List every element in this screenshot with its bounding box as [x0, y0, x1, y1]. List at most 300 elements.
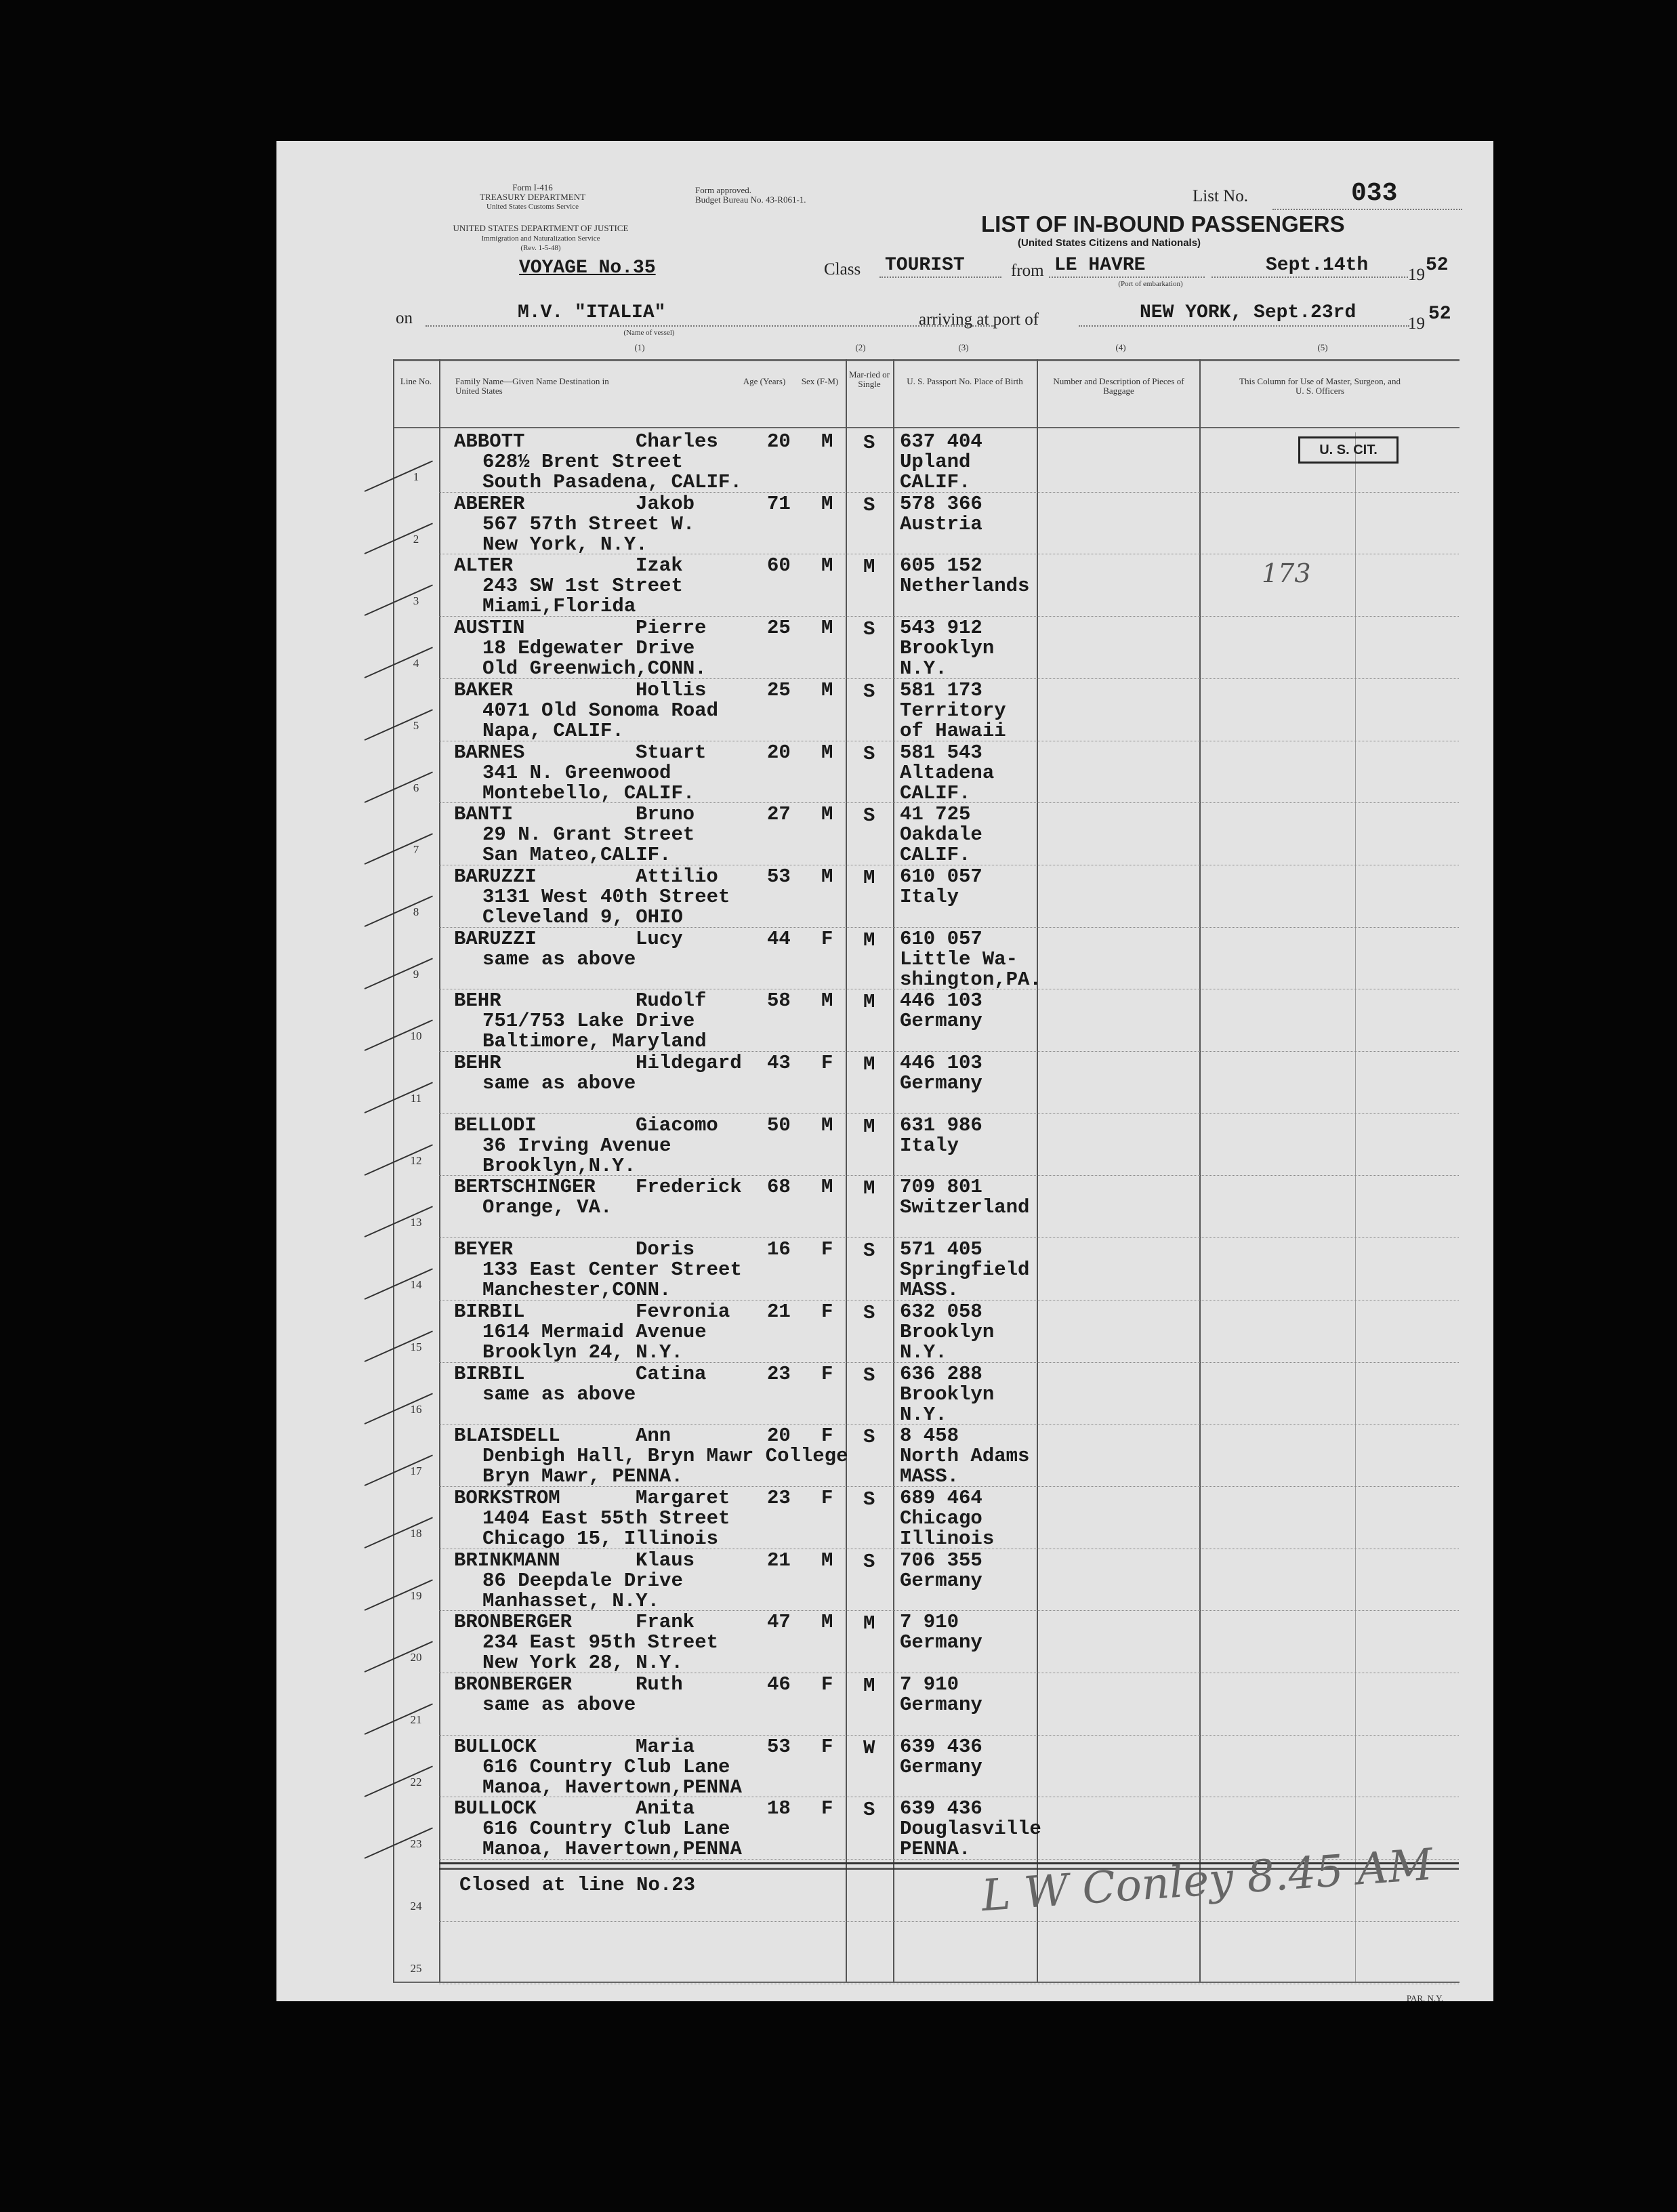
passenger-row	[276, 1052, 1493, 1115]
passenger-row	[276, 1115, 1493, 1177]
passenger-row	[276, 1301, 1493, 1364]
surname: BELLODI	[454, 1113, 537, 1136]
address-line: 86 Deepdale Drive	[482, 1569, 683, 1592]
passport-number: 578 366	[900, 492, 982, 515]
passport-number: 636 288	[900, 1362, 982, 1385]
address-city: Chicago 15, Illinois	[482, 1527, 719, 1550]
birthplace-line-2: N.Y.	[900, 657, 947, 680]
row-divider	[439, 1921, 1459, 1922]
age: 44	[767, 927, 791, 950]
line-number: 9	[413, 967, 419, 981]
birthplace-line-2: N.Y.	[900, 1340, 947, 1364]
passenger-row	[276, 617, 1493, 680]
passport-number: 631 986	[900, 1113, 982, 1136]
marital-status: S	[863, 1364, 875, 1387]
passport-number: 446 103	[900, 1052, 982, 1074]
departure-year: 52	[1426, 255, 1449, 276]
birthplace: Austria	[900, 512, 982, 535]
sex: M	[821, 865, 833, 888]
passport-number: 7 910	[900, 1673, 959, 1696]
marital-status: S	[863, 680, 875, 703]
surname: ABERER	[454, 492, 525, 515]
age: 71	[767, 492, 791, 515]
marital-status: S	[863, 1550, 875, 1573]
sex: M	[821, 741, 833, 764]
given-name: Hollis	[636, 678, 707, 701]
class-value: TOURIST	[885, 255, 965, 276]
column-number: (2)	[855, 342, 866, 352]
surname: BEHR	[454, 989, 501, 1012]
marital-status: M	[863, 1612, 875, 1635]
age: 21	[767, 1549, 791, 1572]
marital-status: M	[863, 1053, 875, 1076]
surname: BRONBERGER	[454, 1611, 573, 1634]
line-number: 6	[413, 781, 419, 794]
passenger-row	[276, 1176, 1493, 1239]
sex: M	[821, 678, 833, 701]
line-number: 5	[413, 718, 419, 732]
line-number: 25	[410, 1961, 422, 1975]
given-name: Pierre	[636, 617, 707, 640]
surname: BARNES	[454, 741, 525, 764]
surname: BLAISDELL	[454, 1425, 560, 1448]
address-city: Manoa, Havertown,PENNA	[482, 1838, 742, 1861]
address-city: Manchester,CONN.	[482, 1279, 671, 1302]
passport-number: 7 910	[900, 1611, 959, 1634]
address-line: 3131 West 40th Street	[482, 885, 730, 908]
passport-number: 543 912	[900, 617, 982, 640]
passport-number: 571 405	[900, 1238, 982, 1261]
birthplace: Brooklyn	[900, 1382, 995, 1406]
list-no-value: 033	[1351, 179, 1398, 208]
address-line: same as above	[482, 1382, 636, 1406]
age: 46	[767, 1673, 791, 1696]
age: 50	[767, 1113, 791, 1136]
passenger-row	[276, 1239, 1493, 1301]
voyage-number: VOYAGE No.35	[519, 258, 656, 279]
line-number: 10	[410, 1029, 422, 1043]
marital-status: M	[863, 928, 875, 951]
given-name: Bruno	[636, 803, 695, 826]
given-name: Izak	[636, 554, 683, 577]
passenger-row	[276, 866, 1493, 928]
sex: M	[821, 989, 833, 1012]
surname: BORKSTROM	[454, 1486, 560, 1509]
line-number: 20	[410, 1651, 422, 1664]
address-line: 29 N. Grant Street	[482, 823, 695, 846]
passport-number: 632 058	[900, 1300, 982, 1323]
birthplace: Italy	[900, 885, 959, 908]
age: 53	[767, 1735, 791, 1758]
arriving-label: arriving at port of	[919, 310, 1039, 329]
sex: F	[821, 927, 833, 950]
passport-number: 610 057	[900, 865, 982, 888]
passport-number: 689 464	[900, 1486, 982, 1509]
address-line: 616 Country Club Lane	[482, 1755, 730, 1778]
sex: F	[821, 1238, 833, 1261]
address-city: Napa, CALIF.	[482, 719, 624, 742]
address-city: Montebello, CALIF.	[482, 781, 695, 804]
passport-number: 605 152	[900, 554, 982, 577]
address-line: 243 SW 1st Street	[482, 575, 683, 598]
surname: BULLOCK	[454, 1797, 537, 1820]
address-line: 1404 East 55th Street	[482, 1507, 730, 1530]
marital-status: S	[863, 804, 875, 827]
line-number: 17	[410, 1465, 422, 1478]
age: 25	[767, 617, 791, 640]
birthplace: Oakdale	[900, 823, 982, 846]
justice-department: UNITED STATES DEPARTMENT OF JUSTICE	[453, 223, 629, 233]
customs-service: United States Customs Service	[486, 203, 579, 211]
given-name: Ruth	[636, 1673, 683, 1696]
birthplace-line-2: CALIF.	[900, 471, 971, 493]
passenger-row	[276, 555, 1493, 617]
birthplace: Little Wa-	[900, 947, 1018, 970]
surname: BRINKMANN	[454, 1549, 560, 1572]
age: 23	[767, 1362, 791, 1385]
table-top-rule	[393, 359, 1459, 361]
list-no-label: List No.	[1193, 187, 1248, 205]
column-number: (5)	[1317, 342, 1328, 352]
age: 18	[767, 1797, 791, 1820]
age: 58	[767, 989, 791, 1012]
surname: BIRBIL	[454, 1362, 525, 1385]
given-name: Frank	[636, 1611, 695, 1634]
column-number: (4)	[1115, 342, 1126, 352]
birthplace: Brooklyn	[900, 1320, 995, 1343]
header-married: Mar-ried or Single	[848, 369, 890, 389]
departure-date: Sept.14th	[1266, 255, 1369, 276]
passenger-row	[276, 1612, 1493, 1674]
passenger-row	[276, 1550, 1493, 1612]
passport-number: 639 436	[900, 1735, 982, 1758]
sex: M	[821, 1113, 833, 1136]
address-line: 628½ Brent Street	[482, 451, 683, 473]
birthplace-line-2: CALIF.	[900, 844, 971, 867]
arrival-year: 52	[1428, 304, 1451, 325]
header-name: Family Name—Given Name Destination in United States	[455, 376, 609, 396]
given-name: Frederick	[636, 1176, 742, 1199]
birthplace: Netherlands	[900, 575, 1030, 598]
marital-status: S	[863, 1240, 875, 1263]
passport-number: 639 436	[900, 1797, 982, 1820]
form-title: LIST OF IN-BOUND PASSENGERS	[981, 211, 1345, 237]
marital-status: S	[863, 1799, 875, 1822]
given-name: Lucy	[636, 927, 683, 950]
given-name: Ann	[636, 1425, 671, 1448]
marital-status: M	[863, 866, 875, 889]
address-line: 234 East 95th Street	[482, 1631, 719, 1654]
birthplace-line-2: Illinois	[900, 1527, 995, 1550]
passport-number: 8 458	[900, 1425, 959, 1448]
header-bottom-rule	[393, 427, 1459, 428]
line-number: 22	[410, 1775, 422, 1788]
surname: ABBOTT	[454, 430, 525, 453]
address-city: Brooklyn 24, N.Y.	[482, 1340, 683, 1364]
age: 27	[767, 803, 791, 826]
sex: M	[821, 554, 833, 577]
given-name: Klaus	[636, 1549, 695, 1572]
budget-bureau: Budget Bureau No. 43-R061-1.	[695, 194, 806, 205]
birthplace: Altadena	[900, 761, 995, 784]
treasury-department: TREASURY DEPARTMENT	[479, 192, 586, 202]
age: 47	[767, 1611, 791, 1634]
address-line: 1614 Mermaid Avenue	[482, 1320, 707, 1343]
surname: BRONBERGER	[454, 1673, 573, 1696]
address-line: 4071 Old Sonoma Road	[482, 699, 719, 722]
sex: M	[821, 1549, 833, 1572]
passenger-row	[276, 680, 1493, 742]
from-label: from	[1011, 262, 1044, 280]
line-number: 1	[413, 470, 419, 483]
age: 20	[767, 741, 791, 764]
given-name: Hildegard	[636, 1052, 742, 1074]
sex: F	[821, 1797, 833, 1820]
line-number: 2	[413, 532, 419, 546]
citizen-stamp: U. S. CIT.	[1298, 436, 1399, 464]
birthplace: Springfield	[900, 1258, 1030, 1282]
on-label: on	[396, 309, 413, 327]
marital-status: M	[863, 1177, 875, 1200]
marital-status: M	[863, 556, 875, 579]
birthplace: Germany	[900, 1631, 982, 1654]
line-number: 7	[413, 843, 419, 857]
line-number: 8	[413, 905, 419, 918]
form-subtitle: (United States Citizens and Nationals)	[1018, 237, 1201, 249]
age: 43	[767, 1052, 791, 1074]
form-revision: (Rev. 1-5-48)	[520, 244, 561, 252]
surname: BANTI	[454, 803, 514, 826]
sex: F	[821, 1486, 833, 1509]
marital-status: M	[863, 1675, 875, 1697]
line-number: 11	[410, 1092, 422, 1105]
column-number: (3)	[958, 342, 969, 352]
given-name: Maria	[636, 1735, 695, 1758]
passport-number: 41 725	[900, 803, 971, 826]
address-city: San Mateo,CALIF.	[482, 844, 671, 867]
birthplace: Germany	[900, 1010, 982, 1033]
birthplace: Upland	[900, 451, 971, 473]
given-name: Jakob	[636, 492, 695, 515]
passport-number: 446 103	[900, 989, 982, 1012]
age: 53	[767, 865, 791, 888]
address-line: 36 Irving Avenue	[482, 1134, 671, 1157]
sex: F	[821, 1425, 833, 1448]
passenger-row	[276, 1488, 1493, 1550]
passenger-row	[276, 1425, 1493, 1488]
address-line: same as above	[482, 1072, 636, 1094]
marital-status: S	[863, 432, 875, 454]
address-city: South Pasadena, CALIF.	[482, 471, 742, 493]
birthplace: Switzerland	[900, 1196, 1030, 1219]
manifest-page	[276, 141, 1493, 2001]
birthplace: Germany	[900, 1569, 982, 1592]
line-number: 13	[410, 1216, 422, 1229]
address-line: Denbigh Hall, Bryn Mawr College	[482, 1445, 848, 1468]
age: 20	[767, 1425, 791, 1448]
passenger-row	[276, 928, 1493, 991]
passenger-row	[276, 990, 1493, 1052]
surname: ALTER	[454, 554, 514, 577]
address-line: same as above	[482, 1694, 636, 1716]
class-label: Class	[824, 260, 861, 279]
address-city: Bryn Mawr, PENNA.	[482, 1465, 683, 1488]
surname: BAKER	[454, 678, 514, 701]
line-number: 4	[413, 657, 419, 670]
immigration-service: Immigration and Naturalization Service	[481, 234, 600, 243]
sex: M	[821, 803, 833, 826]
birthplace-line-2: PENNA.	[900, 1838, 971, 1861]
address-city: New York 28, N.Y.	[482, 1652, 683, 1675]
line-number: 12	[410, 1153, 422, 1167]
arrival-port-date: NEW YORK, Sept.23rd	[1140, 302, 1357, 323]
age: 16	[767, 1238, 791, 1261]
vessel-note: (Name of vessel)	[623, 329, 675, 337]
passenger-row	[276, 1736, 1493, 1799]
passenger-row	[276, 493, 1493, 556]
header-baggage: Number and Description of Pieces of Baggage	[1053, 376, 1184, 396]
passport-number: 610 057	[900, 927, 982, 950]
birthplace: Territory	[900, 699, 1006, 722]
sex: F	[821, 1362, 833, 1385]
given-name: Giacomo	[636, 1113, 718, 1136]
sex: F	[821, 1673, 833, 1696]
from-value: LE HAVRE	[1054, 255, 1146, 276]
birthplace-line-2: N.Y.	[900, 1403, 947, 1426]
given-name: Doris	[636, 1238, 695, 1261]
address-city: Cleveland 9, OHIO	[482, 905, 683, 928]
age: 20	[767, 430, 791, 453]
marital-status: S	[863, 493, 875, 516]
birthplace: Germany	[900, 1694, 982, 1716]
birthplace: Germany	[900, 1755, 982, 1778]
line-number: 16	[410, 1402, 422, 1416]
header-age: Age (Years)	[743, 376, 786, 386]
line-number: 21	[410, 1713, 422, 1726]
birthplace-line-2: shington,PA.	[900, 968, 1041, 991]
officer-signature: L W Conley 8.45 AM	[980, 1839, 1434, 1922]
marital-status: W	[863, 1736, 875, 1759]
marital-status: S	[863, 1488, 875, 1511]
vessel-name: M.V. "ITALIA"	[518, 302, 666, 323]
marital-status: S	[863, 618, 875, 641]
address-line: 751/753 Lake Drive	[482, 1010, 695, 1033]
closed-at-line: Closed at line No.23	[459, 1874, 696, 1896]
birthplace: Brooklyn	[900, 637, 995, 660]
address-city: Baltimore, Maryland	[482, 1030, 707, 1053]
address-line: Orange, VA.	[482, 1196, 613, 1219]
arrival-year-prefix: 19	[1408, 314, 1425, 333]
address-city: Old Greenwich,CONN.	[482, 657, 707, 680]
sex: F	[821, 1300, 833, 1323]
surname: BIRBIL	[454, 1300, 525, 1323]
passenger-row	[276, 742, 1493, 804]
surname: AUSTIN	[454, 617, 525, 640]
line-number: 18	[410, 1526, 422, 1540]
given-name: Stuart	[636, 741, 707, 764]
birthplace: Chicago	[900, 1507, 982, 1530]
printer-mark: PAR. N.Y.	[1406, 1993, 1444, 2003]
address-city: New York, N.Y.	[482, 533, 648, 556]
passport-number: 637 404	[900, 430, 982, 453]
line-number: 24	[410, 1900, 422, 1913]
age: 60	[767, 554, 791, 577]
age: 25	[767, 678, 791, 701]
birthplace-line-2: of Hawaii	[900, 719, 1006, 742]
address-line: 616 Country Club Lane	[482, 1818, 730, 1841]
surname: BULLOCK	[454, 1735, 537, 1758]
marital-status: S	[863, 1426, 875, 1449]
birthplace-line-2: MASS.	[900, 1465, 959, 1488]
passport-number: 581 173	[900, 678, 982, 701]
marital-status: S	[863, 742, 875, 765]
line-number: 19	[410, 1589, 422, 1602]
embarkation-note: (Port of embarkation)	[1118, 280, 1183, 288]
sex: M	[821, 617, 833, 640]
birthplace-line-2: CALIF.	[900, 781, 971, 804]
form-approved: Form approved.	[695, 185, 752, 195]
address-line: 18 Edgewater Drive	[482, 637, 695, 660]
birthplace: Douglasville	[900, 1818, 1041, 1841]
surname: BARUZZI	[454, 865, 537, 888]
header-passport: U. S. Passport No. Place of Birth	[907, 376, 1023, 386]
address-city: Brooklyn,N.Y.	[482, 1154, 636, 1177]
surname: BEYER	[454, 1238, 514, 1261]
surname: BERTSCHINGER	[454, 1176, 596, 1199]
form-number: Form I-416	[512, 182, 553, 192]
address-line: 341 N. Greenwood	[482, 761, 671, 784]
line-number: 3	[413, 594, 419, 608]
line-number: 23	[410, 1837, 422, 1851]
given-name: Margaret	[636, 1486, 730, 1509]
header-line-no: Line No.	[400, 376, 432, 386]
birthplace: Germany	[900, 1072, 982, 1094]
sex: M	[821, 492, 833, 515]
sex: M	[821, 1176, 833, 1199]
column-number: (1)	[634, 342, 645, 352]
surname: BEHR	[454, 1052, 501, 1074]
handwritten-number: 173	[1262, 558, 1311, 588]
given-name: Fevronia	[636, 1300, 730, 1323]
marital-status: S	[863, 1301, 875, 1324]
address-city: Manhasset, N.Y.	[482, 1589, 660, 1612]
passenger-row	[276, 1674, 1493, 1736]
marital-status: M	[863, 1115, 875, 1138]
passenger-row	[276, 1364, 1493, 1426]
given-name: Charles	[636, 430, 718, 453]
address-city: Miami,Florida	[482, 595, 636, 618]
passenger-row	[276, 804, 1493, 866]
sex: F	[821, 1735, 833, 1758]
year-prefix: 19	[1408, 266, 1425, 284]
address-city: Manoa, Havertown,PENNA	[482, 1776, 742, 1799]
address-line: same as above	[482, 947, 636, 970]
birthplace-line-2: MASS.	[900, 1279, 959, 1302]
age: 21	[767, 1300, 791, 1323]
given-name: Rudolf	[636, 989, 707, 1012]
birthplace: North Adams	[900, 1445, 1030, 1468]
line-number: 14	[410, 1278, 422, 1292]
address-line: 567 57th Street W.	[482, 512, 695, 535]
given-name: Anita	[636, 1797, 695, 1820]
age: 23	[767, 1486, 791, 1509]
passport-number: 709 801	[900, 1176, 982, 1199]
header-officers: This Column for Use of Master, Surgeon, and U. S. Officers	[1239, 376, 1401, 396]
given-name: Attilio	[636, 865, 718, 888]
sex: M	[821, 430, 833, 453]
sex: M	[821, 1611, 833, 1634]
sex: F	[821, 1052, 833, 1074]
